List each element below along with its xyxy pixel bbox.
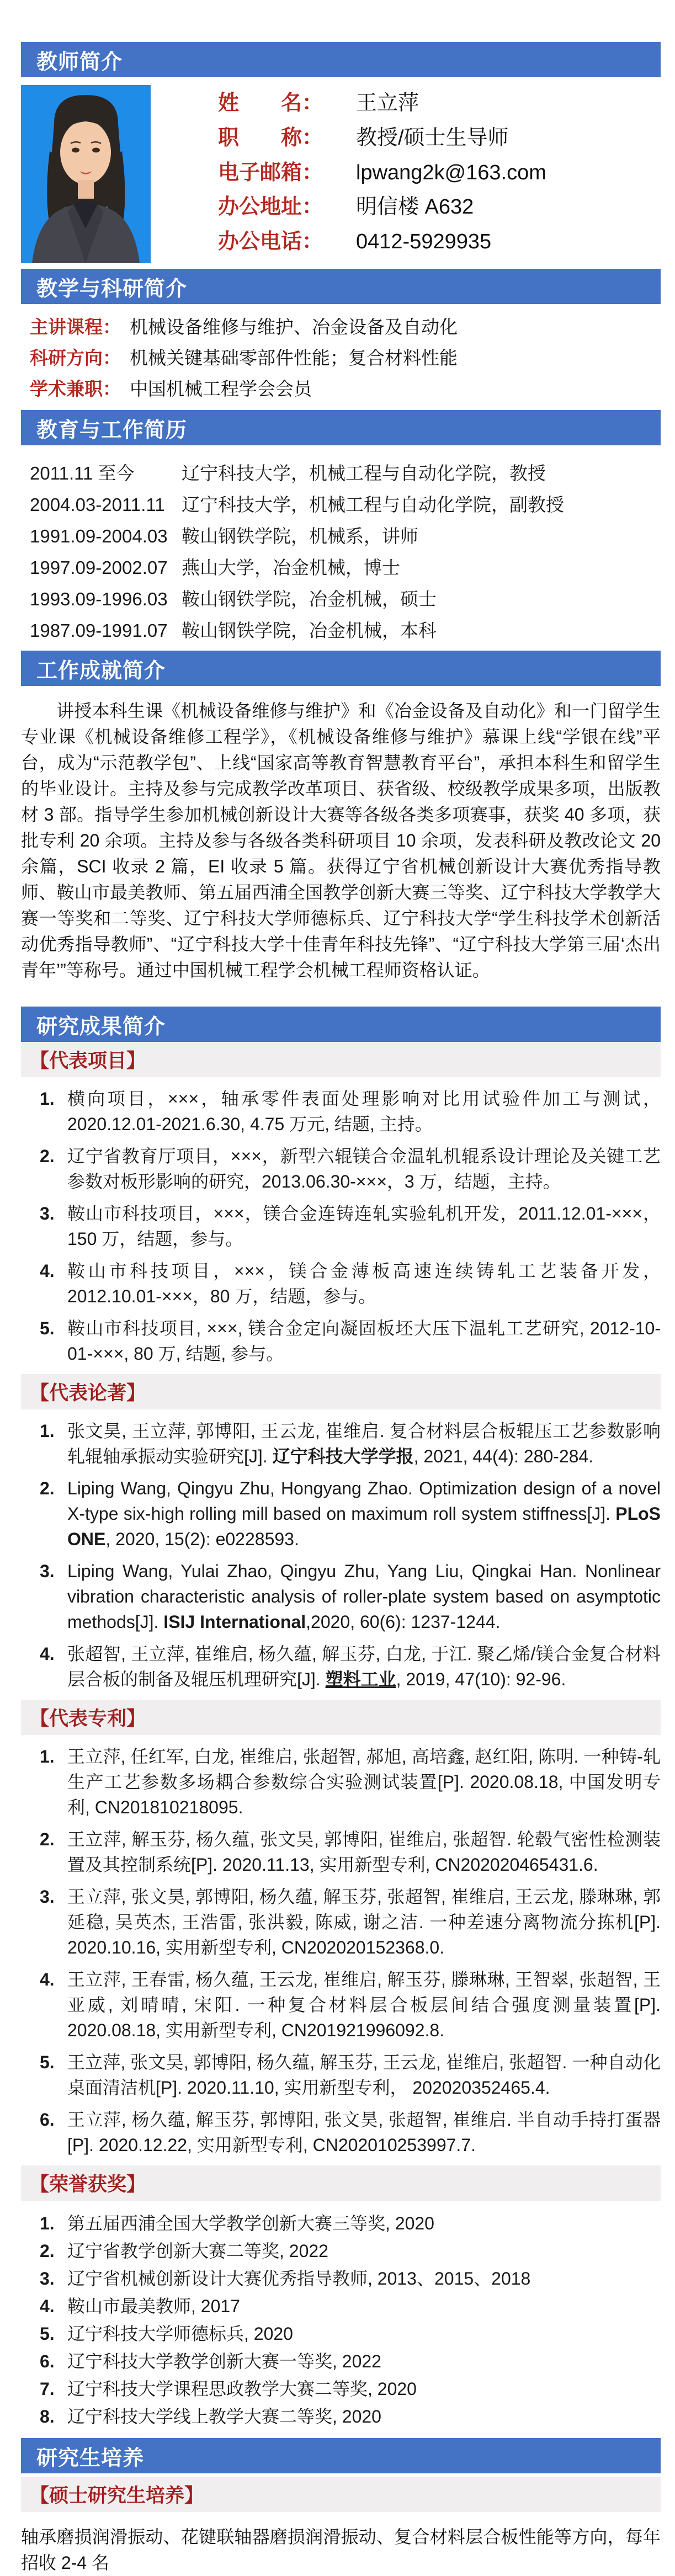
list-item: [40, 1258, 661, 1309]
subsection-representative-projects: [21, 1042, 661, 1077]
list-item: [40, 2292, 661, 2320]
publication-pre: Liping Wang, Qingyu Zhu, Hongyang Zhao. Optimization design of a novel X-type six-high rolling mill based on maximum roll system stiffness[J].: [67, 1478, 661, 1524]
item-number: 5.: [40, 2324, 55, 2344]
item-number: 2.: [40, 1146, 55, 1166]
list-item: [40, 1086, 661, 1137]
list-item: [40, 2050, 661, 2100]
item-number: 3.: [40, 1887, 55, 1907]
patents-list: [21, 1744, 661, 2158]
list-item: [40, 1143, 661, 1194]
section-bar-teacher-intro: [21, 42, 661, 77]
row-label: 学术兼职：: [30, 379, 121, 399]
item-number: 3.: [40, 1204, 55, 1223]
history-detail: 鞍山钢铁学院，冶金机械，本科: [182, 620, 437, 641]
field-value: 明信楼 A632: [356, 195, 474, 219]
item-text: 王立萍, 王春雷, 杨久蕴, 王云龙, 崔维启, 解玉芬, 滕琳琳, 王智翠, 张超智, 王亚威, 刘晴晴, 宋阳. 一种复合材料层合板层间结合强度测量装置[P]. 2020.08.18, 实用新型专利, CN201921996092.8.: [67, 1970, 661, 2040]
field-office: [218, 194, 661, 220]
publication-post: , 2019, 47(10): 92-96.: [396, 1669, 566, 1689]
item-text: 辽宁科技大学课程思政教学大赛二等奖, 2020: [67, 2379, 417, 2399]
journal-name: ISIJ International: [163, 1612, 306, 1632]
item-text: 鞍山市科技项目, ×××, 镁合金定向凝固板坯大压下温轧工艺研究, 2012-10-01-×××, 80 万, 结题, 参与。: [67, 1318, 661, 1364]
field-value: 0412-5929935: [356, 230, 492, 253]
publications-list: [21, 1418, 661, 1692]
item-text: [67, 1558, 661, 1635]
section-bar-teaching-research: [21, 269, 661, 304]
item-number: 6.: [40, 2351, 55, 2371]
graduate-training-paragraph: 轴承磨损润滑振动、花键联轴器磨损润滑振动、复合材料层合板性能等方向，每年招收 2-4 名: [21, 2527, 661, 2573]
item-text: 鞍山市最美教师, 2017: [67, 2296, 240, 2316]
row-research-direction: [30, 343, 661, 374]
section-title: 工作成就简介: [36, 659, 166, 683]
subsection-title: 【代表项目】: [30, 1050, 146, 1072]
field-name: [218, 91, 661, 116]
history-period: 1987.09-1991.07: [30, 620, 168, 641]
field-label: 电子邮箱：: [218, 161, 323, 184]
subsection-representative-publications: [21, 1374, 661, 1409]
history-row: [30, 583, 661, 615]
subsection-title: 【硕士研究生培养】: [30, 2485, 204, 2506]
section-bar-research-results: [21, 1007, 661, 1042]
section-title: 研究成果简介: [36, 1015, 166, 1039]
item-number: 5.: [40, 2052, 55, 2072]
history-period: 2011.11 至今: [30, 463, 135, 483]
list-item: [40, 1744, 661, 1820]
field-label: 职 称：: [218, 126, 323, 150]
item-text: 王立萍, 杨久蕴, 解玉芬, 郭博阳, 张文昊, 张超智, 崔维启. 半自动手持打蛋器[P]. 2020.12.22, 实用新型专利, CN202010253997.7.: [67, 2110, 661, 2155]
list-item: [40, 1201, 661, 1252]
publication-pre: Liping Wang, Yulai Zhao, Qingyu Zhu, Yang Liu, Qingkai Han. Nonlinear vibration characteristic analysis of roller-plate system based on asymptotic methods[J].: [67, 1561, 661, 1632]
item-text: 辽宁省机械创新设计大赛优秀指导教师, 2013、2015、2018: [67, 2269, 531, 2288]
item-text: 王立萍, 张文昊, 郭博阳, 杨久蕴, 解玉芬, 王云龙, 崔维启, 张超智. 一种自动化桌面清洁机[P]. 2020.11.10, 实用新型专利， 202020352465.4.: [67, 2052, 661, 2098]
history-period: 2004.03-2011.11: [30, 494, 165, 515]
list-item: [40, 2107, 661, 2158]
section-bar-achievements: [21, 651, 661, 686]
profile-info: [218, 85, 661, 263]
item-number: 1.: [40, 2213, 55, 2233]
item-number: 8.: [40, 2407, 55, 2426]
history-row: [30, 520, 661, 552]
history-detail: 燕山大学，冶金机械，博士: [182, 557, 400, 578]
history-period: 1997.09-2002.07: [30, 557, 168, 578]
history-period: 1993.09-1996.03: [30, 589, 168, 609]
education-history-list: [30, 457, 661, 646]
list-item: [40, 1967, 661, 2043]
item-text: 辽宁科技大学教学创新大赛一等奖, 2022: [67, 2351, 381, 2371]
history-row: [30, 489, 661, 520]
section-bar-graduate-training: [21, 2438, 661, 2473]
item-number: 6.: [40, 2110, 55, 2130]
item-number: 2.: [40, 2241, 55, 2261]
field-value: 王立萍: [356, 92, 419, 115]
field-label: 姓 名：: [218, 92, 323, 115]
list-item: [40, 2210, 661, 2237]
subsection-representative-patents: [21, 1700, 661, 1735]
list-item: [40, 1316, 661, 1366]
item-text: 鞍山市科技项目，×××，镁合金薄板高速连续铸轧工艺装备开发，2012.10.01-×××，80 万，结题，参与。: [67, 1261, 661, 1306]
email-value: lpwang2k@163.com: [356, 161, 546, 184]
publication-post: , 2021, 44(4): 280-284.: [413, 1446, 594, 1466]
item-number: 2.: [40, 1829, 55, 1849]
field-label: 办公电话：: [218, 230, 323, 253]
subsection-master-training: [21, 2477, 661, 2512]
journal-name: 塑料工业: [325, 1669, 396, 1689]
section-title: 研究生培养: [36, 2446, 145, 2470]
publication-post: ,2020, 60(6): 1237-1244.: [306, 1612, 501, 1632]
item-text: 第五届西浦全国大学教学创新大赛三等奖, 2020: [67, 2213, 434, 2233]
item-number: 3.: [40, 1561, 55, 1581]
list-item: [40, 2320, 661, 2348]
item-text: [67, 1476, 661, 1552]
history-row: [30, 615, 661, 646]
item-number: 3.: [40, 2269, 55, 2288]
item-text: 王立萍, 任红军, 白龙, 崔维启, 张超智, 郝旭, 高培鑫, 赵红阳, 陈明. 一种铸-轧生产工艺参数多场耦合参数综合实验测试装置[P]. 2020.08.18, 中国发明专利, CN201810218095.: [67, 1747, 661, 1817]
item-text: [67, 1641, 661, 1692]
item-text: [67, 1418, 661, 1469]
item-number: 4.: [40, 1261, 55, 1281]
row-label: 主讲课程：: [30, 317, 121, 337]
row-value: 机械设备维修与维护、冶金设备及自动化: [130, 317, 458, 337]
section-bar-education-history: [21, 410, 661, 445]
item-number: 7.: [40, 2379, 55, 2399]
item-number: 1.: [40, 1421, 55, 1441]
item-text: 王立萍, 解玉芬, 杨久蕴, 张文昊, 郭博阳, 崔维启, 张超智. 轮毂气密性检测装置及其控制系统[P]. 2020.11.13, 实用新型专利, CN202020465431.6.: [67, 1829, 661, 1875]
field-email: [218, 160, 661, 185]
field-title: [218, 125, 661, 151]
subsection-title: 【代表论著】: [30, 1382, 146, 1404]
subsection-title: 【代表专利】: [30, 1708, 146, 1729]
item-number: 2.: [40, 1478, 55, 1498]
row-value: 机械关键基础零部件性能；复合材料性能: [130, 348, 458, 368]
row-courses: [30, 312, 661, 343]
item-number: 5.: [40, 1318, 55, 1338]
subsection-title: 【荣誉获奖】: [30, 2174, 146, 2195]
history-detail: 鞍山钢铁学院，冶金机械，硕士: [182, 589, 437, 609]
history-detail: 鞍山钢铁学院，机械系，讲师: [182, 526, 418, 546]
history-detail: 辽宁科技大学，机械工程与自动化学院，教授: [182, 463, 546, 483]
list-item: [40, 2375, 661, 2403]
achievements-paragraph: 讲授本科生课《机械设备维修与维护》和《冶金设备及自动化》和一门留学生专业课《机械设备维修工程学》，《机械设备维修与维护》慕课上线“学银在线”平台，成为“示范教学包”、上线“国家高等教育智慧教育平台”，承担本科生和留学生的毕业设计。主持及参与完成教学改革项目、获省级、校级教学成果多项，出版教材 3 部。指导学生参加机械创新设计大赛等各级各类多项赛事，获奖 40 多项，获批专利 20 余项。主持及参与各级各类科研项目 10 余项，发表科研及教改论文 20 余篇，SCI 收录 2 篇，EI 收录 5 篇。获得辽宁省机械创新设计大赛优秀指导教师、鞍山市最美教师、第五届西浦全国教学创新大赛三等奖、辽宁科技大学教学大赛一等奖和二等奖、辽宁科技大学师德标兵、辽宁科技大学“学生科技学术创新活动优秀指导教师”、“辽宁科技大学十佳青年科技先锋”、“辽宁科技大学第三届‘杰出青年’”等称号。通过中国机械工程学会机械工程师资格认证。: [21, 701, 661, 980]
item-text: 横向项目，×××，轴承零件表面处理影响对比用试验件加工与测试，2020.12.01-2021.6.30, 4.75 万元, 结题, 主持。: [67, 1089, 661, 1134]
item-text: 王立萍, 张文昊, 郭博阳, 杨久蕴, 解玉芬, 张超智, 崔维启, 王云龙, 滕琳琳, 郭延稳, 吴英杰, 王浩雷, 张洪毅, 陈威, 谢之洁. 一种差速分离物流分拣机[P]. 2020.10.16, 实用新型专利, CN202020152368.0.: [67, 1887, 661, 1957]
journal-name: 辽宁科技大学学报: [272, 1446, 414, 1466]
list-item: [40, 2265, 661, 2292]
item-text: 辽宁省教学创新大赛二等奖, 2022: [67, 2241, 328, 2261]
profile-photo: [21, 85, 151, 263]
item-number: 4.: [40, 2296, 55, 2316]
list-item: [40, 1418, 661, 1469]
list-item: [40, 1558, 661, 1635]
journal-name: PLoS ONE: [67, 1504, 661, 1549]
section-title: 教育与工作简历: [36, 418, 188, 442]
list-item: [40, 1884, 661, 1960]
history-detail: 辽宁科技大学，机械工程与自动化学院，副教授: [182, 494, 564, 515]
history-period: 1991.09-2004.03: [30, 526, 168, 546]
row-label: 科研方向：: [30, 348, 121, 368]
projects-list: [21, 1086, 661, 1366]
profile-block: [21, 85, 661, 263]
item-text: 辽宁省教育厅项目，×××，新型六辊镁合金温轧机辊系设计理论及关键工艺参数对板形影响的研究，2013.06.30-×××，3 万，结题，主持。: [67, 1146, 661, 1191]
publication-post: , 2020, 15(2): e0228593.: [105, 1529, 299, 1549]
field-phone: [218, 229, 661, 254]
item-text: 鞍山市科技项目，×××，镁合金连铸连轧实验轧机开发，2011.12.01-×××，150 万，结题，参与。: [67, 1204, 661, 1249]
list-item: [40, 2348, 661, 2375]
list-item: [40, 1476, 661, 1552]
list-item: [40, 2237, 661, 2265]
item-number: 1.: [40, 1089, 55, 1109]
section-title: 教师简介: [36, 50, 123, 74]
item-number: 4.: [40, 1644, 55, 1664]
field-value: 教授/硕士生导师: [356, 126, 509, 150]
row-value: 中国机械工程学会会员: [130, 379, 312, 399]
item-number: 4.: [40, 1970, 55, 1989]
list-item: [40, 1641, 661, 1692]
list-item: [40, 1827, 661, 1877]
publication-pre: 张文昊, 王立萍, 郭博阳, 王云龙, 崔维启. 复合材料层合板辊压工艺参数影响轧辊轴承振动实验研究[J].: [67, 1421, 661, 1466]
teaching-research-rows: [30, 312, 661, 405]
row-academic-posts: [30, 374, 661, 405]
item-text: 辽宁科技大学师德标兵, 2020: [67, 2324, 293, 2344]
section-title: 教学与科研简介: [36, 277, 188, 301]
list-item: [40, 2403, 661, 2430]
item-number: 1.: [40, 1747, 55, 1766]
field-label: 办公地址：: [218, 195, 323, 219]
history-row: [30, 457, 661, 489]
publication-pre: 张超智, 王立萍, 崔维启, 杨久蕴, 解玉芬, 白龙, 于江. 聚乙烯/镁合金复合材料层合板的制备及辊压机理研究[J].: [67, 1644, 661, 1689]
item-text: 辽宁科技大学线上教学大赛二等奖, 2020: [67, 2407, 381, 2426]
subsection-honors-awards: [21, 2165, 661, 2201]
history-row: [30, 552, 661, 583]
person-portrait-image: [21, 85, 151, 263]
awards-list: [21, 2210, 661, 2430]
